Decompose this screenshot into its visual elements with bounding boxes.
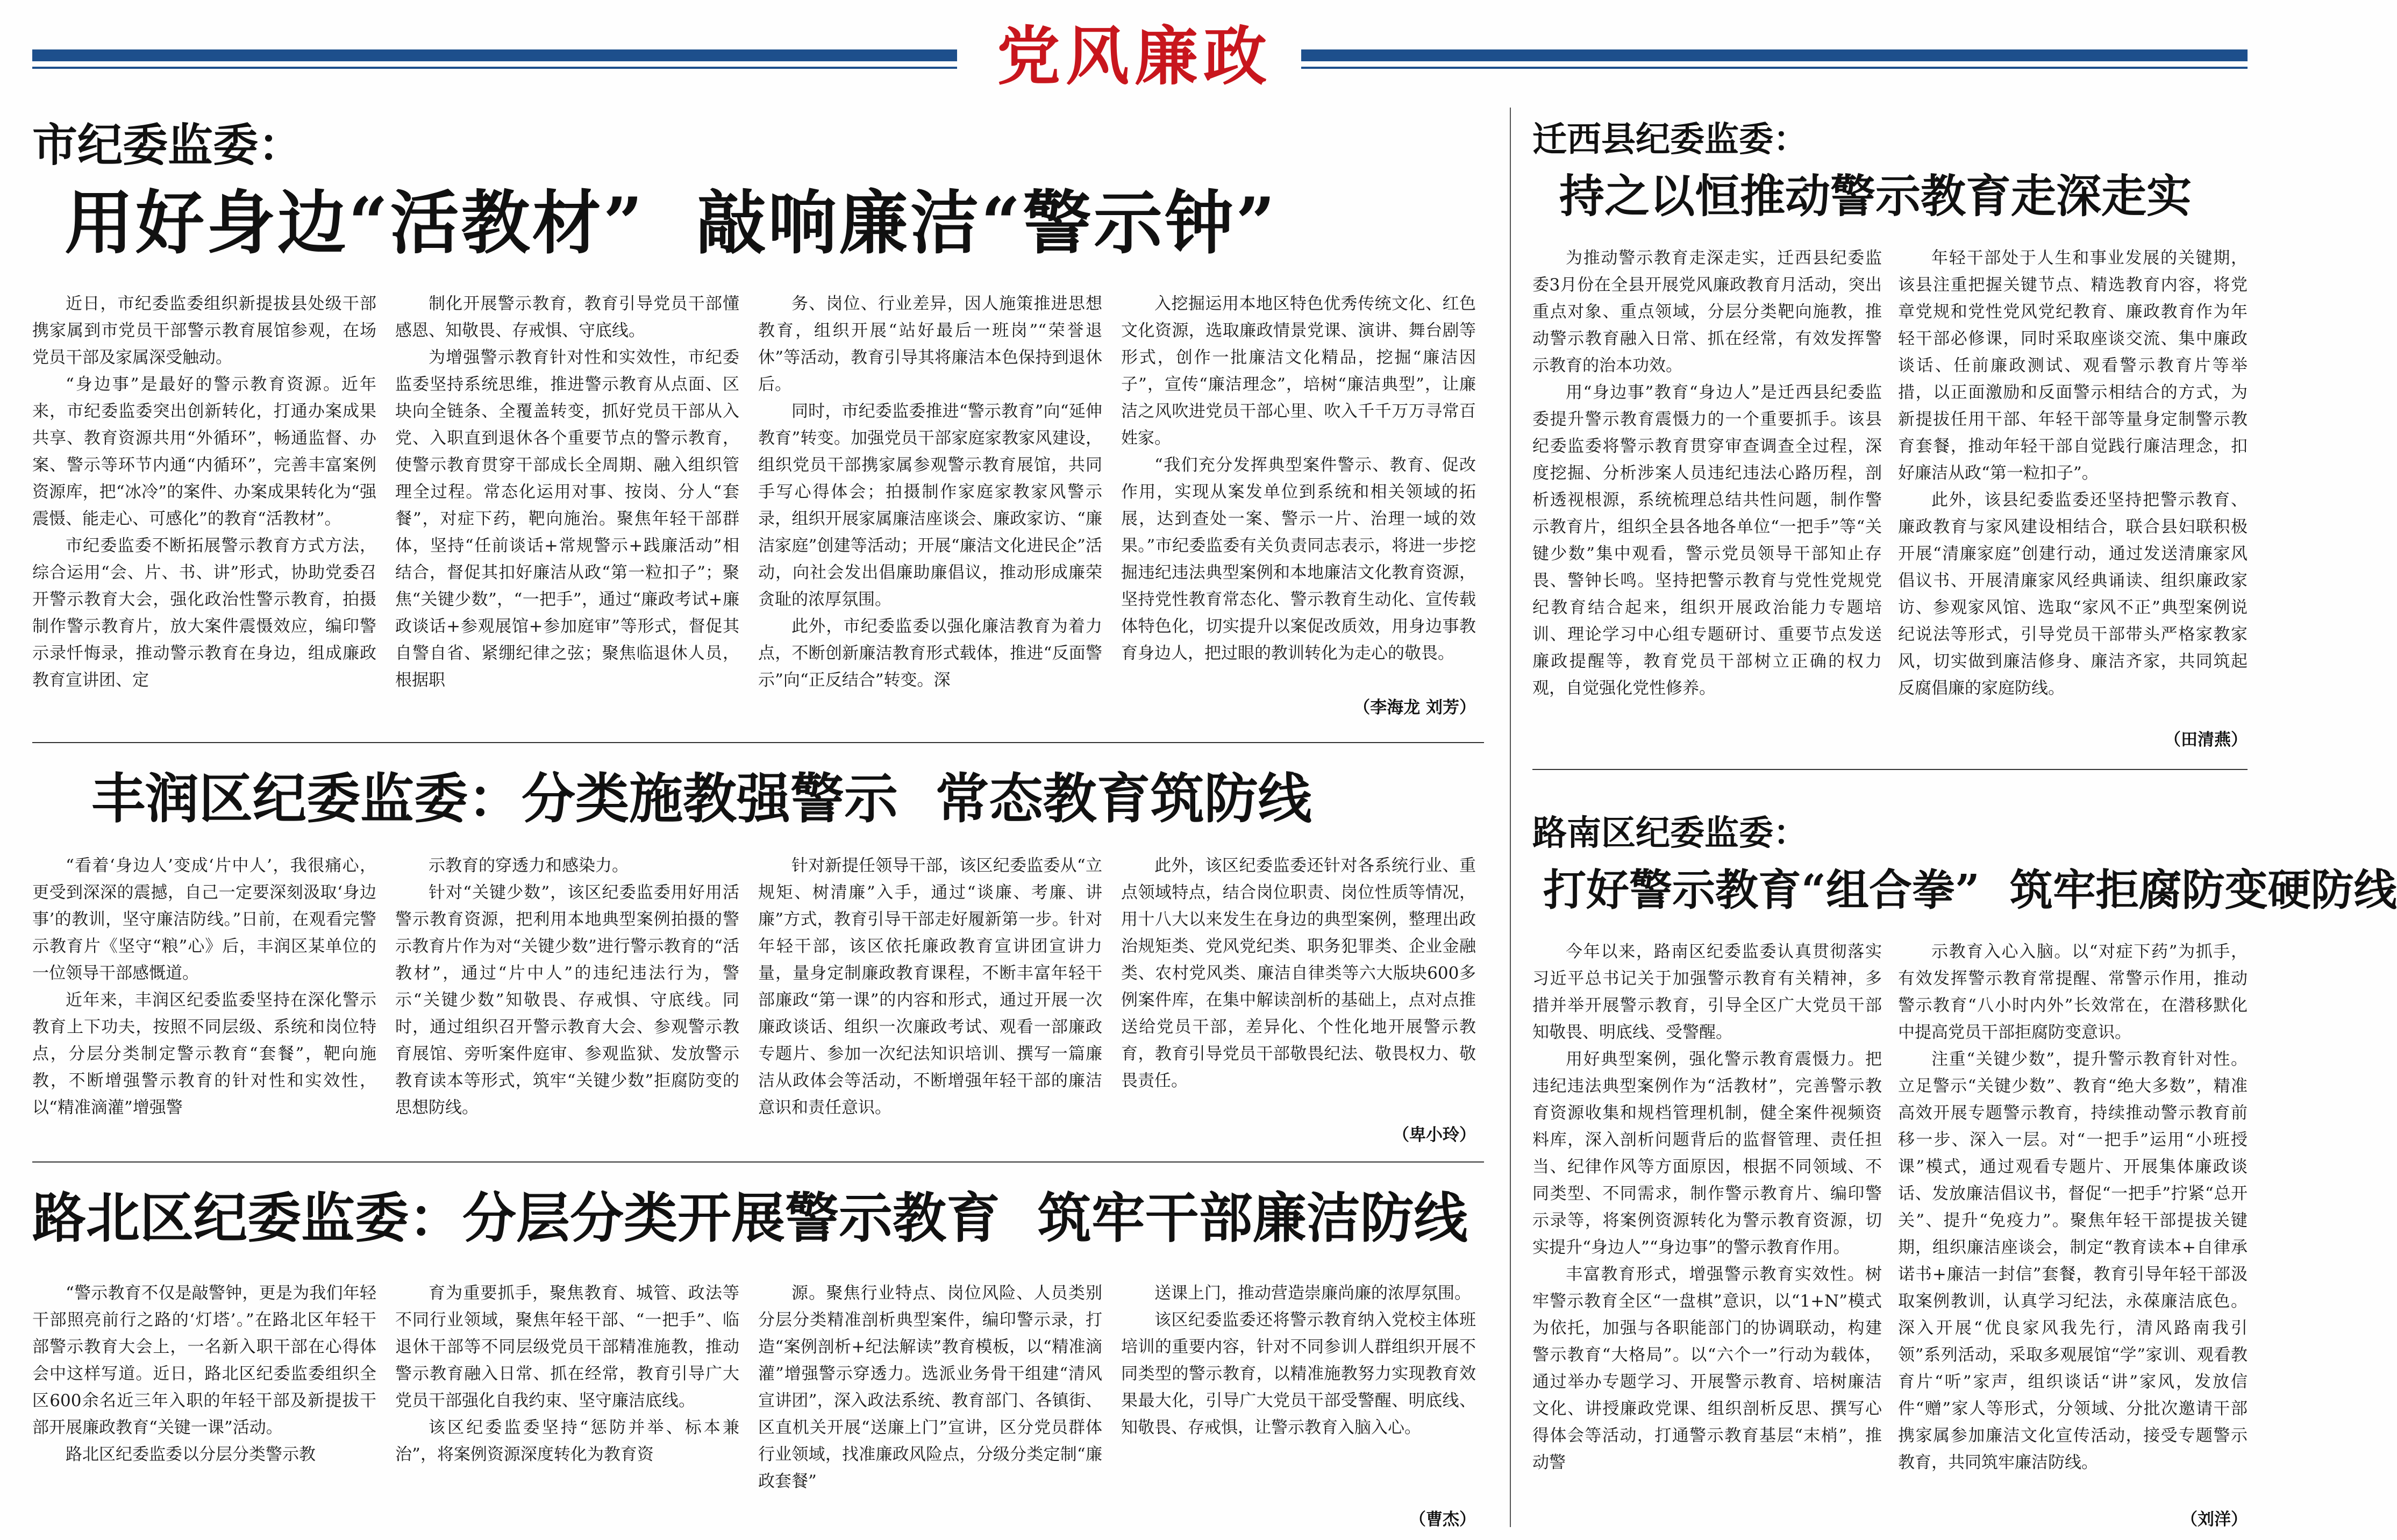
rule-after-article2: [1532, 769, 2248, 770]
paragraph: 示教育入心入脑。以“对症下药”为抓手，有效发挥警示教育常提醒、常警示作用，推动警示教育“八小时内外”长效常在，在潜移默化中提高党员干部拒腐防变意识。: [1898, 942, 2248, 1042]
article4-column-2: [1898, 938, 2248, 1503]
paragraph: 送课上门，推动营造崇廉尚廉的浓厚氛围。: [1154, 1284, 1471, 1303]
article3-column-4: [1121, 852, 1476, 1121]
article3-headline: 丰润区纪委监委：分类施教强警示 常态教育筑防线: [91, 767, 1312, 830]
paragraph: 制化开展警示教育，教育引导党员干部懂感恩、知敬畏、存戒惧、守底线。: [395, 294, 739, 340]
article1-headline: 用好身边“活教材” 敲响廉洁“警示钟”: [65, 183, 1278, 263]
article2-headline: 持之以恒推动警示教育走深走实: [1559, 169, 2192, 223]
paragraph: 针对“关键少数”，该区纪委监委用好用活警示教育资源，把利用本地典型案例拍摄的警示教育片作为对“关键少数”进行警示教育的“活教材”，通过“片中人”的违纪违法行为，警示“关键少数”知敬畏、存戒惧、守底线。同时，通过组织召开警示教育大会、参观警示教育展馆、旁听案件庭审、参观监狱、发放警示教育读本等形式，筑牢“关键少数”拒腐防变的思想防线。: [395, 883, 739, 1117]
paragraph: 今年以来，路南区纪委监委认真贯彻落实习近平总书记关于加强警示教育有关精神，多措并举开展警示教育，引导全区广大党员干部知敬畏、明底线、受警醒。: [1532, 942, 1882, 1042]
article1-column-1: [32, 290, 376, 721]
rule-after-article1: [32, 742, 1484, 743]
paragraph: 该区纪委监委坚持“惩防并举、标本兼治”，将案例资源深度转化为教育资: [395, 1418, 739, 1464]
article1-column-4: [1121, 290, 1476, 699]
paragraph: 育为重要抓手，聚焦教育、城管、政法等不同行业领域，聚焦年轻干部、“一把手”、临退休干部等不同层级党员干部精准施教，推动警示教育融入日常、抓在经常，教育引导广大党员干部强化自我约束、坚守廉洁底线。: [395, 1284, 739, 1410]
article2-column-2: [1898, 245, 2248, 729]
article1-column-3: [758, 290, 1102, 721]
paragraph: “警示教育不仅是敲警钟，更是为我们年轻干部照亮前行之路的‘灯塔’。”在路北区年轻干部警示教育大会上，一名新入职干部在心得体会中这样写道。近日，路北区纪委监委组织全区600余名近三年入职的年轻干部及新提拔干部开展廉政教育“关键一课”活动。: [32, 1284, 376, 1437]
paragraph: “身边事”是最好的警示教育资源。近年来，市纪委监委突出创新转化，打通办案成果共享、教育资源共用“外循环”，畅通监督、办案、警示等环节内通“内循环”，完善丰富案例资源库，把“冰冷”的案件、办案成果转化为“强震慑、能走心、可感化”的教育“活教材”。: [32, 375, 376, 529]
article3-column-2: [395, 852, 739, 1153]
article3-byline: （卑小玲）: [1393, 1125, 1476, 1145]
article4-headline: 打好警示教育“组合拳” 筑牢拒腐防变硬防线: [1543, 865, 2397, 915]
paragraph: 此外，市纪委监委以强化廉洁教育为着力点，不断创新廉洁教育形式载体，推进“反面警示”向“正反结合”转变。深: [758, 617, 1102, 690]
article1-column-2: [395, 290, 739, 721]
article1-kicker: 市纪委监委：: [32, 119, 304, 172]
paragraph: 源。聚焦行业特点、岗位风险、人员类别分层分类精准剖析典型案件，编印警示录，打造“案例剖析+纪法解读”教育模板，以“精准滴灌”增强警示穿透力。选派业务骨干组建“清风宣讲团”，深入政法系统、教育部门、各镇街、区直机关开展“送廉上门”宣讲，区分党员群体行业领域，找准廉政风险点，分级分类定制“廉政套餐”: [758, 1284, 1102, 1491]
paragraph: 近日，市纪委监委组织新提拔县处级干部携家属到市党员干部警示教育展馆参观，在场党员干部及家属深受触动。: [32, 294, 376, 367]
paragraph: 入挖掘运用本地区特色优秀传统文化、红色文化资源，选取廉政情景党课、演讲、舞台剧等形式，创作一批廉洁文化精品，挖掘“廉洁因子”，宣传“廉洁理念”，培树“廉洁典型”，让廉洁之风吹进党员干部心里、吹入千千万万寻常百姓家。: [1121, 294, 1476, 448]
paragraph: 针对新提任领导干部，该区纪委监委从“立规矩、树清廉”入手，通过“谈廉、考廉、讲廉”方式，教育引导干部走好履新第一步。针对年轻干部，该区依托廉政教育宣讲团宣讲力量，量身定制廉政教育课程，不断丰富年轻干部廉政“第一课”的内容和形式，通过开展一次廉政谈话、组织一次廉政考试、观看一部廉政专题片、参加一次纪法知识培训、撰写一篇廉洁从政体会等活动，不断增强年轻干部的廉洁意识和责任意识。: [758, 856, 1102, 1117]
paragraph: 年轻干部处于人生和事业发展的关键期，该县注重把握关键节点、精选教育内容，将党章党规和党性党风党纪教育、廉政教育作为年轻干部必修课，同时采取座谈交流、集中廉政谈话、任前廉政测试、观看警示教育片等举措，以正面激励和反面警示相结合的方式，为新提拔任用干部、年轻干部等量身定制警示教育套餐，推动年轻干部自觉践行廉洁理念，扣好廉洁从政“第一粒扣子”。: [1898, 248, 2248, 483]
section-title: 党风廉政: [996, 19, 1272, 94]
paragraph: 此外，该县纪委监委还坚持把警示教育、廉政教育与家风建设相结合，联合县妇联积极开展“清廉家庭”创建行动，通过发送清廉家风倡议书、开展清廉家风经典诵读、组织廉政家访、参观家风馆、选取“家风不正”典型案例说纪说法等形式，引导党员干部带头严格家教家风，切实做到廉洁修身、廉洁齐家，共同筑起反腐倡廉的家庭防线。: [1898, 490, 2248, 698]
paragraph: 注重“关键少数”，提升警示教育针对性。立足警示“关键少数”、教育“绝大多数”，精准高效开展专题警示教育，持续推动警示教育前移一步、深入一层。对“一把手”运用“小班授课”模式，通过观看专题片、开展集体廉政谈话、发放廉洁倡议书，督促“一把手”拧紧“总开关”、提升“免疫力”。聚焦年轻干部提拔关键期，组织廉洁座谈会，制定“教育读本+自律承诺书+廉洁一封信”套餐，教育引导年轻干部汲取案例教训，认真学习纪法，永葆廉洁底色。深入开展“优良家风我先行，清风路南我引领”系列活动，采取多观展馆“学”家训、观看教育片“听”家声，组织谈话“讲”家风，发放信件“赠”家人等形式，分领域、分批次邀请干部携家属参加廉洁文化宣传活动，接受专题警示教育，共同筑牢廉洁防线。: [1898, 1050, 2248, 1472]
article4-column-1: [1532, 938, 1882, 1530]
paragraph: 市纪委监委不断拓展警示教育方式方法，综合运用“会、片、书、讲”形式，协助党委召开警示教育大会，强化政治性警示教育，拍摄制作警示教育片，放大案件震慑效应，编印警示录忏悔录，推动警示教育在身边，组成廉政教育宣讲团、定: [32, 536, 376, 690]
article5-column-4: [1121, 1280, 1476, 1506]
header-rule-left: [32, 67, 957, 69]
paragraph: 同时，市纪委监委推进“警示教育”向“延伸教育”转变。加强党员干部家庭家教家风建设，组织党员干部携家属参观警示教育展馆，共同手写心得体会；拍摄制作家庭家教家风警示录，组织开展家属廉洁座谈会、廉政家访、“廉洁家庭”创建等活动；开展“廉洁文化进民企”活动，向社会发出倡廉助廉倡议，推动形成廉荣贪耻的浓厚氛围。: [758, 402, 1102, 609]
article2-byline: （田清燕）: [2164, 730, 2248, 750]
paragraph: 用好典型案例，强化警示教育震慑力。把违纪违法典型案例作为“活教材”，完善警示教育资源收集和规档管理机制，健全案件视频资料库，深入剖析问题背后的监督管理、责任担当、纪律作风等方面原因，根据不同领域、不同类型、不同需求，制作警示教育片、编印警示录等，将案例资源转化为警示教育资源，切实提升“身边人”“身边事”的警示教育作用。: [1532, 1050, 1882, 1257]
article5-column-3: [758, 1280, 1102, 1532]
article4-byline: （刘洋）: [2181, 1510, 2248, 1529]
paragraph: 路北区纪委监委以分层分类警示教: [66, 1445, 316, 1464]
paragraph: 该区纪委监委还将警示教育纳入党校主体班培训的重要内容，针对不同参训人群组织开展不同类型的警示教育，以精准施教努力实现教育效果最大化，引导广大党员干部受警醒、明底线、知敬畏、存戒惧，让警示教育入脑入心。: [1121, 1310, 1476, 1437]
article5-byline: （曹杰）: [1409, 1510, 1476, 1529]
article2-column-1: [1532, 245, 1882, 755]
paragraph: 用“身边事”教育“身边人”是迁西县纪委监委提升警示教育震慑力的一个重要抓手。该县纪委监委将警示教育贯穿审查调查全过程，深度挖掘、分析涉案人员违纪违法心路历程，剖析透视根源，系统梳理总结共性问题，制作警示教育片，组织全县各地各单位“一把手”等“关键少数”集中观看，警示党员领导干部知止存畏、警钟长鸣。坚持把警示教育与党性党规党纪教育结合起来，组织开展政治能力专题培训、理论学习中心组专题研讨、重要节点发送廉政提醒等，教育党员干部树立正确的权力观，自觉强化党性修养。: [1532, 383, 1882, 698]
header-rule-right: [1301, 67, 2248, 69]
paragraph: 此外，该区纪委监委还针对各系统行业、重点领域特点，结合岗位职责、岗位性质等情况，用十八大以来发生在身边的典型案例，整理出政治规矩类、党风党纪类、职务犯罪类、企业金融类、农村党风类、廉洁自律类等六大版块600多例案件库，在集中解读剖析的基础上，点对点推送给党员干部，差异化、个性化地开展警示教育，教育引导党员干部敬畏纪法、敬畏权力、敬畏责任。: [1121, 856, 1476, 1090]
article5-column-1: [32, 1280, 376, 1532]
article3-column-1: [32, 852, 376, 1153]
paragraph: “看着‘身边人’变成‘片中人’，我很痛心，更受到深深的震撼，自己一定要深刻汲取‘身边事’的教训，坚守廉洁防线。”日前，在观看完警示教育片《坚守“粮”心》后，丰润区某单位的一位领导干部感慨道。: [32, 856, 376, 983]
article3-column-3: [758, 852, 1102, 1153]
paragraph: 近年来，丰润区纪委监委坚持在深化警示教育上下功夫，按照不同层级、系统和岗位特点，分层分类制定警示教育“套餐”，靶向施教，不断增强警示教育的针对性和实效性，以“精准滴灌”增强警: [32, 990, 376, 1117]
paragraph: 丰富教育形式，增强警示教育实效性。树牢警示教育全区“一盘棋”意识，以“1+N”模式为依托，加强与各职能部门的协调联动，构建警示教育“大格局”。以“六个一”行动为载体，通过举办专题学习、开展警示教育、培树廉洁文化、讲授廉政党课、组织剖析反思、撰写心得体会等活动，打通警示教育基层“末梢”，推动警: [1532, 1265, 1882, 1472]
header-band-left: [32, 49, 957, 61]
rule-after-article3: [32, 1161, 1484, 1163]
article5-headline: 路北区纪委监委：分层分类开展警示教育 筑牢干部廉洁防线: [32, 1186, 1468, 1250]
article1-byline: （李海龙 刘芳）: [1353, 698, 1476, 717]
header-band-right: [1301, 49, 2248, 61]
article4-kicker: 路南区纪委监委：: [1532, 814, 1808, 853]
paragraph: 为增强警示教育针对性和实效性，市纪委监委坚持系统思维，推进警示教育从点面、区块向全链条、全覆盖转变，抓好党员干部从入党、入职直到退休各个重要节点的警示教育，使警示教育贯穿干部成长全周期、融入组织管理全过程。常态化运用对事、按岗、分人“套餐”，对症下药，靶向施治。聚焦年轻干部群体，坚持“任前谈话+常规警示+践廉活动”相结合，督促其扣好廉洁从政“第一粒扣子”；聚焦“关键少数”，“一把手”，通过“廉政考试+廉政谈话+参观展馆+参加庭审”等形式，督促其自警自省、紧绷纪律之弦；聚焦临退休人员，根据职: [395, 348, 739, 690]
article2-kicker: 迁西县纪委监委：: [1532, 120, 1808, 160]
article5-column-2: [395, 1280, 739, 1532]
column-divider: [1510, 108, 1511, 1527]
paragraph: 示教育的穿透力和感染力。: [429, 856, 629, 875]
paragraph: 为推动警示教育走深走实，迁西县纪委监委3月份在全县开展党风廉政教育月活动，突出重点对象、重点领域，分层分类靶向施教，推动警示教育融入日常、抓在经常，有效发挥警示教育的治本功效。: [1532, 248, 1882, 375]
paragraph: 务、岗位、行业差异，因人施策推进思想教育，组织开展“站好最后一班岗”“荣誉退休”等活动，教育引导其将廉洁本色保持到退休后。: [758, 294, 1102, 394]
paragraph: “我们充分发挥典型案件警示、教育、促改作用，实现从案发单位到系统和相关领域的拓展，达到查处一案、警示一片、治理一域的效果。”市纪委监委有关负责同志表示，将进一步挖掘违纪违法典型案例和本地廉洁文化教育资源，坚持党性教育常态化、警示教育生动化、宣传载体特色化，切实提升以案促改质效，用身边事教育身边人，把过眼的教训转化为走心的敬畏。: [1121, 455, 1476, 663]
